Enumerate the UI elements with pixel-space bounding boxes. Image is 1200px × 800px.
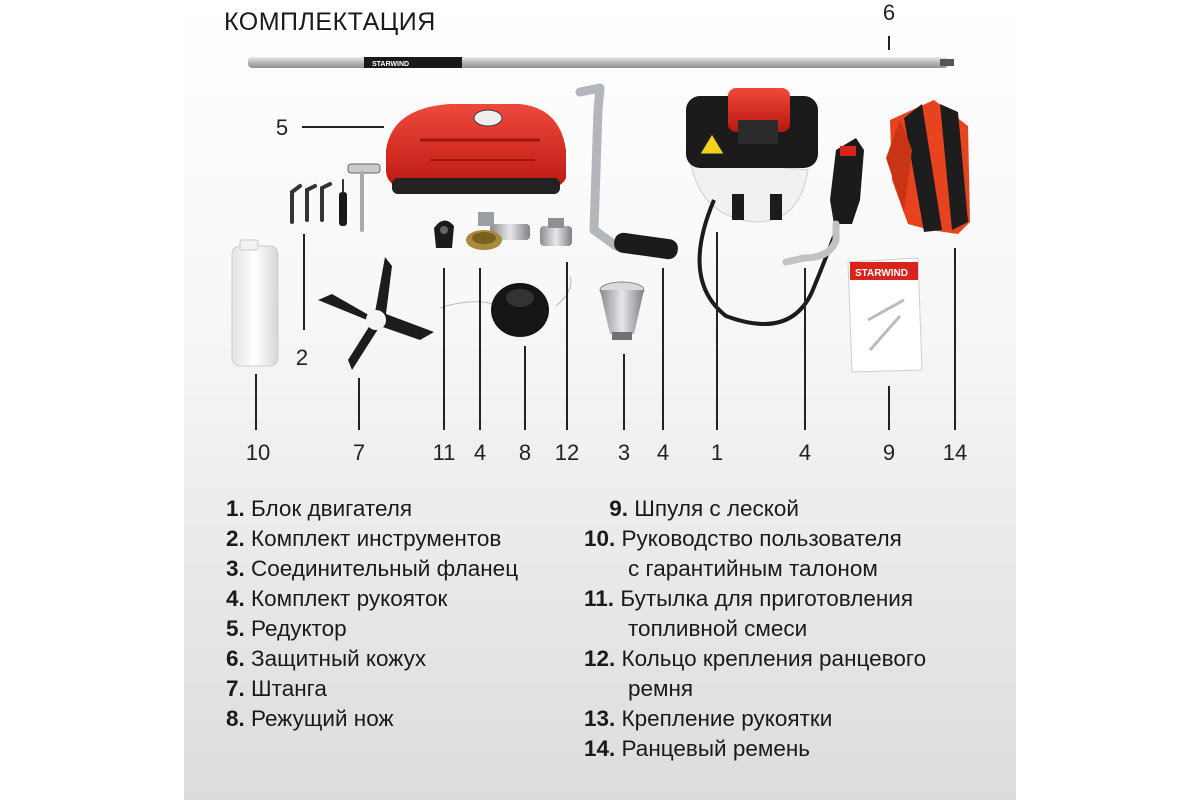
fuel-bottle-part [232, 240, 278, 366]
callout-8: 7 [352, 440, 366, 465]
page-title: КОМПЛЕКТАЦИЯ [224, 8, 436, 36]
callout-3: 3 [617, 440, 631, 465]
harness-part [886, 100, 970, 234]
callout-line-14 [954, 248, 956, 430]
callout-line-3 [623, 354, 625, 430]
legend-item-continuation: топливной смеси [628, 616, 808, 641]
callout-9: 8 [518, 440, 532, 465]
guard-part [386, 104, 566, 194]
callout-line-12 [443, 268, 445, 430]
callout-line-11 [255, 374, 257, 430]
callout-line-9 [524, 346, 526, 430]
manual-brand-label: STARWIND [855, 268, 908, 279]
legend-left [226, 494, 518, 734]
shaft-part [248, 57, 954, 68]
legend-item: 7. Штанга [226, 676, 327, 701]
callout-11: 10 [245, 440, 271, 465]
handle-mount-part [540, 218, 572, 246]
callout-line-5 [479, 268, 481, 430]
flange-part [600, 282, 644, 340]
legend-right [584, 494, 926, 764]
callout-line-7 [888, 36, 890, 50]
legend-item: 11. Бутылка для приготовления [584, 586, 914, 611]
legend-item: 1. Блок двигателя [226, 496, 413, 521]
callout-1: 1 [710, 440, 724, 465]
legend-item: 4. Комплект рукояток [226, 586, 448, 611]
legend-item: 6. Защитный кожух [226, 646, 427, 671]
callout-line-2 [303, 234, 305, 330]
legend-item: 14. Ранцевый ремень [584, 736, 810, 761]
callout-line-6 [302, 126, 384, 128]
callout-line-8 [358, 378, 360, 430]
cutting-blade-part [318, 257, 434, 370]
callout-10: 9 [882, 440, 896, 465]
callout-line-10 [888, 386, 890, 430]
callout-2: 2 [295, 345, 309, 370]
callout-4a: 4 [656, 440, 670, 465]
callout-line-4a [662, 268, 664, 430]
callout-line-13 [566, 262, 568, 430]
callout-line-4b [804, 268, 806, 430]
manual-part [848, 258, 922, 372]
callout-5: 4 [473, 440, 487, 465]
strap-ring-part [434, 220, 454, 248]
legend-item: 5. Редуктор [226, 616, 347, 641]
callout-7: 6 [882, 0, 896, 25]
callout-4b: 4 [798, 440, 812, 465]
shaft-brand-label: STARWIND [372, 61, 410, 68]
callout-12: 11 [432, 440, 456, 465]
legend-item: 10. Руководство пользователя [584, 526, 902, 551]
gearbox-part [466, 212, 530, 250]
legend-item: 13. Крепление рукоятки [584, 706, 833, 731]
handlebar-part [580, 88, 679, 260]
legend-item-continuation: ремня [628, 676, 694, 701]
legend-item: 12. Кольцо крепления ранцевого [584, 646, 927, 671]
engine-part [686, 88, 838, 324]
callout-13: 12 [554, 440, 580, 465]
spool-part [440, 276, 571, 337]
legend-item: 2. Комплект инструментов [226, 526, 502, 551]
callout-14: 14 [942, 440, 968, 465]
callout-6: 5 [275, 115, 289, 140]
callout-line-1 [716, 232, 718, 430]
legend-item: 8. Режущий нож [226, 706, 394, 731]
tool-kit-part [292, 164, 380, 230]
legend-item-continuation: с гарантийным талоном [628, 556, 878, 581]
legend-item: 9. Шпуля с леской [609, 496, 799, 521]
legend-item: 3. Соединительный фланец [226, 556, 519, 581]
